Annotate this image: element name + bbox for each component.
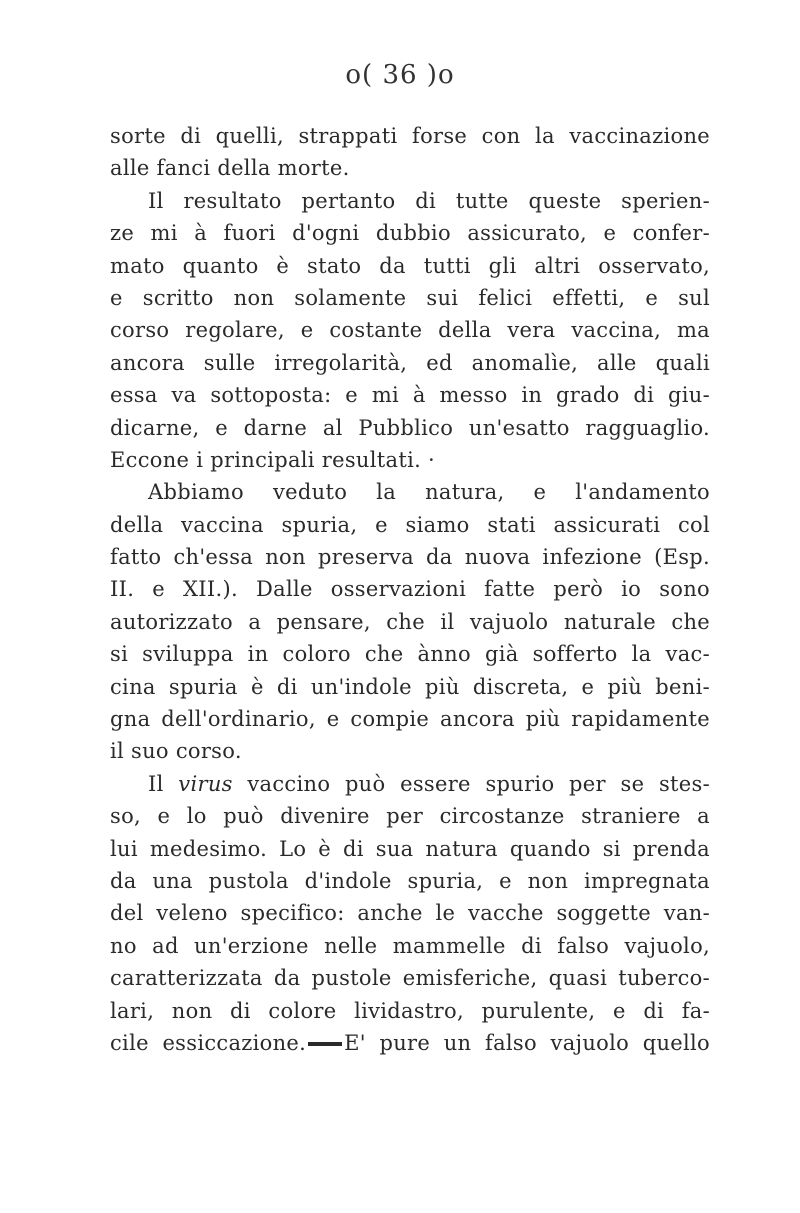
text-line: Il resultato pertanto di tutte queste sperien- xyxy=(148,188,710,213)
body-text xyxy=(110,120,710,1059)
text-line: mato quanto è stato da tutti gli altri osservato, xyxy=(110,253,710,278)
page-number: o( 36 )o xyxy=(345,60,455,90)
text-line: fatto ch'essa non preserva da nuova infezione (Esp. xyxy=(110,545,710,570)
text-line: autorizzato a pensare, che il vajuolo naturale che xyxy=(110,609,710,634)
text-fragment: vaccino può essere spurio per se stes- xyxy=(247,771,710,796)
text-word: Il xyxy=(148,771,164,796)
text-line: Eccone i principali resultati. · xyxy=(110,447,436,472)
text-line: da una pustola d'indole spuria, e non impregnata xyxy=(110,868,710,893)
text-line: e scritto non solamente sui felici effetti, e sul xyxy=(110,285,710,310)
text-line: so, e lo può divenire per circostanze straniere a xyxy=(110,804,710,829)
text-line xyxy=(110,1027,710,1059)
text-fragment: cile essiccazione. xyxy=(110,1030,307,1055)
text-line: essa va sottoposta: e mi à messo in grado di giu- xyxy=(110,383,710,408)
text-line: si sviluppa in coloro che ànno già sofferto la vac- xyxy=(110,642,710,667)
text-line: il suo corso. xyxy=(110,739,242,764)
text-line: cina spuria è di un'indole più discreta, e più beni- xyxy=(110,674,710,699)
dash-mark xyxy=(308,1042,342,1046)
text-line: no ad un'erzione nelle mammelle di falso vajuolo, xyxy=(110,933,710,958)
text-fragment: E' pure un falso vajuolo quello xyxy=(344,1030,710,1055)
text-line: sorte di quelli, strappati forse con la vaccinazione xyxy=(110,124,710,148)
text-line: caratterizzata da pustole emisferiche, quasi tuberco- xyxy=(110,966,710,991)
text-line: corso regolare, e costante della vera vaccina, ma xyxy=(110,318,710,343)
text-line xyxy=(110,768,710,800)
text-line: ancora sulle irregolarità, ed anomalìe, alle quali xyxy=(110,350,710,375)
text-line: Abbiamo veduto la natura, e l'andamento xyxy=(148,480,710,505)
text-line: gna dell'ordinario, e compie ancora più rapidamente xyxy=(110,707,710,732)
text-line: della vaccina spuria, e siamo stati assicurati col xyxy=(110,512,710,537)
text-line: alle fanci della morte. xyxy=(110,156,350,181)
text-line: ze mi à fuori d'ogni dubbio assicurato, e confer- xyxy=(110,221,710,246)
text-line: lari, non di colore lividastro, purulente, e di fa- xyxy=(110,998,710,1023)
text-line: II. e XII.). Dalle osservazioni fatte però io sono xyxy=(110,577,710,602)
text-line: lui medesimo. Lo è di sua natura quando si prenda xyxy=(110,836,710,861)
text-line: dicarne, e darne al Pubblico un'esatto ragguaglio. xyxy=(110,415,710,440)
text-line: del veleno specifico: anche le vacche soggette van- xyxy=(110,901,710,926)
italic-word: virus xyxy=(178,771,233,796)
